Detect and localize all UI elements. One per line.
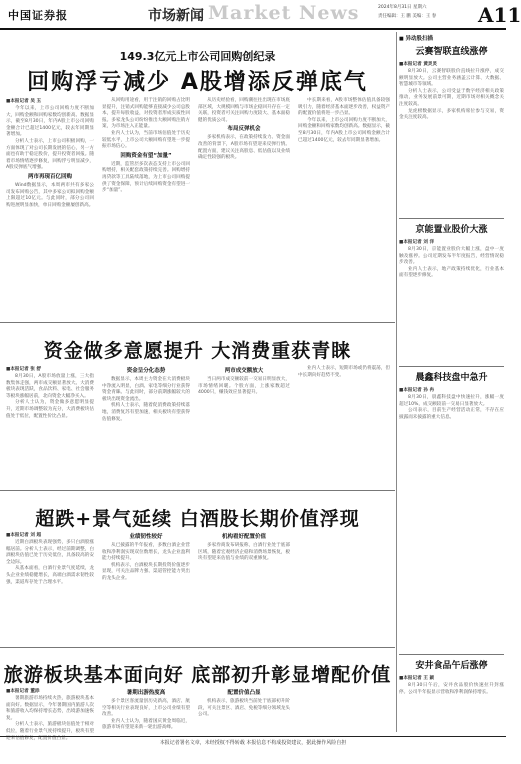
editor-credit: 责任编辑：王 鹏 美编：王 春 — [378, 14, 437, 19]
story1-kicker: 149.3亿元上市公司回购创纪录 — [119, 50, 276, 63]
story4-paragraph: 多个景区客流量创历史新高，酒店、航空等相关行业表现良好，上市公司业绩有望改善。 — [102, 699, 190, 718]
sidebar-story — [399, 34, 504, 214]
section-title-cn: 市场新闻 — [148, 8, 204, 24]
story3-col1 — [6, 532, 94, 642]
story2-paragraph: 数据显示，本周主力资金在大消费板块中净流入明显，白酒、家电等细分行业获得资金青睐。与此同时，部分前期涨幅较大的板块出现资金流出。 — [102, 377, 190, 402]
story4-paragraph: 分析人士表示，旅游板块估值处于相对低位，随着行业景气度持续提升，板块有望迎来估值修复，配置价值凸显。 — [6, 722, 94, 741]
story4-subhead: 配置价值凸显 — [227, 690, 261, 696]
story3-subhead: 机构看好配置价值 — [221, 534, 266, 540]
story4-col2 — [102, 688, 190, 764]
story2-subhead: 资金呈分化态势 — [126, 368, 166, 374]
section-title-en: Market News — [208, 2, 360, 24]
story3-paragraph: 从已披露的半年报看，多数白酒企业营收和净利润实现双位数增长，龙头企业盈利能力持续提升。 — [102, 543, 190, 562]
story3-paragraph: 从基本面看，白酒行业景气度延续，龙头企业业绩稳健增长，高端白酒需求韧性较强，渠道库存处于合理水平。 — [6, 566, 94, 585]
sidebar-story-title: 安井食品午后涨停 — [415, 661, 488, 671]
sidebar-story-title: 云赛智联直线涨停 — [415, 47, 488, 57]
sidebar-story-byline: ■本报记者 黄灵灵 — [399, 62, 438, 67]
story1-byline: ■本报记者 吴 玉 — [6, 99, 42, 104]
story1-paragraph: 多家机构表示，在政策持续发力、资金面改善的背景下，A股市场有望迎来反弹行情。配置方面，建议关注高股息、低估值以及业绩确定性较强的板块。 — [198, 135, 290, 161]
story1-paragraph: 业内人士认为，当前市场估值处于历史较低水平，上市公司大额回购有望进一步提振市场信心。 — [102, 130, 190, 150]
story2-paragraph: 当日两市成交额较前一交易日明显放大，市场情绪回暖。个股方面，上涨家数超过4000只，赚钱效应显著提升。 — [198, 377, 290, 396]
story3-col3 — [198, 532, 290, 642]
story1-paragraph: 近期，监管层多次表态支持上市公司回购增持，相关配套政策持续完善。回购增持再贷款等工具陆续落地，为上市公司回购提供了资金保障，预计后续回购资金有望进一步“加量”。 — [102, 161, 190, 194]
sidebar-story-paragraph: 8月30日，晨鑫科技盘中快速拉升，涨幅一度超过10%，成交额较前一交易日显著放大。 — [399, 395, 504, 407]
masthead — [0, 0, 521, 28]
story1-col2 — [102, 98, 190, 316]
sidebar-divider — [399, 218, 504, 219]
story2-byline: ■本报记者 张 舒 — [6, 367, 42, 372]
story4-byline: ■本报记者 董添 — [6, 689, 40, 694]
sidebar-story-paragraph: 8月30日，京能置业股价大幅上涨，盘中一度触及涨停。公司近期发布半年度报告，经营情况稳步改善。 — [399, 247, 504, 266]
story-divider — [0, 647, 395, 648]
sidebar-divider — [399, 654, 504, 655]
story2-col3 — [198, 366, 290, 484]
story4-paragraph: 机构表示，旅游板块当前处于底部初升阶段，可关注景区、酒店、免税等细分领域龙头公司。 — [198, 699, 290, 718]
column-divider — [396, 32, 397, 732]
sidebar-story-paragraph: 业内人士表示，地产政策持续优化，行业基本面有望逐步修复。 — [399, 266, 504, 279]
sidebar-story-paragraph: 公司表示，目前生产经营活动正常，不存在应披露而未披露的重大信息。 — [399, 408, 504, 420]
story2-subhead: 两市成交额放大 — [224, 368, 264, 374]
story-divider — [0, 490, 395, 491]
story2-paragraph: 机构人士表示，随着促消费政策持续落地，消费复苏有望加速，相关板块有望获得估值修复。 — [102, 403, 190, 422]
story-divider — [0, 322, 395, 323]
story1-paragraph: 从历史经验看，回购潮往往出现在市场底部区域，大规模回购与市场企稳回升存在一定关联，投资者可关注回购力度较大、基本面稳健的优质公司。 — [198, 98, 290, 123]
story1-paragraph: Wind数据显示，本周两市共有多家公司发布回购公告，其中多家公司拟回购金额上限超过10亿元。与此同时，部分公司回购进展明显加快，单日回购金额屡创新高。 — [6, 182, 94, 208]
sidebar-story — [399, 658, 504, 734]
story1-paragraph: 今年以来，上市公司回购力度不断加大，回购金额和回购家数均创新高。数据显示，截至8月30日，年内A股上市公司回购金额合计已超过1400亿元，较去年同期显著增加。 — [6, 106, 94, 138]
story4-paragraph: 暑期旅游市场持续火热，旅游板块基本面向好。数据显示，今年暑期国内旅游人次和旅游收入均保持增长态势，出境游加速恢复。 — [6, 696, 94, 721]
story1-subhead: 布局反弹机会 — [227, 126, 261, 133]
sidebar-story-paragraph: 分析人士表示，公司受益于数字经济相关政策推动，业务发展前景可期，近期市场对相关概念关注度较高。 — [399, 88, 504, 107]
story4-headline: 旅游板块基本面向好 底部初升彰显增配价值 — [3, 664, 392, 686]
story1-paragraph: 今年以来，上市公司回购力度不断加大，回购金额和回购家数均创新高。数据显示，截至8月30日，年内A股上市公司回购金额合计已超过1400亿元，较去年同期显著增加。 — [298, 117, 390, 143]
story1-col1 — [6, 98, 94, 316]
story2-col4 — [298, 366, 390, 484]
sidebar-section-label: ■ 异动股扫描 — [399, 34, 504, 44]
page-number: A11 — [478, 3, 521, 27]
story3-paragraph: 近期白酒板块表现强势，多只白酒股涨幅居前。分析人士表示，经过前期调整，白酒板块估值已处于历史低位，具备较高的安全边际。 — [6, 540, 94, 565]
sidebar-story-byline: ■本报记者 王 颖 — [399, 676, 435, 681]
sidebar-story-byline: ■本报记者 孙 冉 — [399, 388, 435, 393]
story2-col1 — [6, 366, 94, 484]
story1-paragraph: 从回购用途看，用于注销的回购占比明显提升，注销式回购能够直接减少公司总股本，提升每股收益，对投资者形成实质性回报。多家龙头公司纷纷推出大额回购注销方案，为市场注入正能量。 — [102, 98, 190, 130]
story3-paragraph: 机构表示，白酒板块长期投资价值逐步显现，可关注品牌力强、渠道管控能力突出的龙头企业。 — [102, 562, 190, 581]
story4-col1 — [6, 688, 94, 764]
story4-col3 — [198, 688, 290, 764]
sidebar-divider — [399, 366, 504, 367]
sidebar-story-paragraph: 8月30日，云赛智联股价直线拉升涨停，成交额明显放大。公司主营业务涵盖云计算、大数据、智慧城市等领域。 — [399, 69, 504, 88]
story2-col2 — [102, 366, 190, 484]
story1-subhead: 两市再现百亿回购 — [27, 173, 72, 180]
story4-paragraph: 业内人士认为，随着国庆黄金周临近，旅游市场有望迎来新一轮出游高峰。 — [102, 718, 190, 731]
story1-col3 — [198, 98, 290, 316]
story1-headline: 回购浮亏减少 A股增添反弹底气 — [27, 70, 368, 95]
story2-paragraph: 8月30日，A股市场放量上涨，三大指数集体走强，两市成交额显著放大。大消费板块表现活跃，食品饮料、家电、社会服务等板块涨幅居前，北向资金大幅净买入。 — [6, 374, 94, 399]
story3-col2 — [102, 532, 190, 642]
issue-date: 2024年8月31日 星期六 — [378, 5, 427, 10]
story1-col4 — [298, 98, 390, 316]
story3-byline: ■本报记者 刘 超 — [6, 533, 42, 538]
story2-paragraph: 分析人士认为，资金做多意愿明显提升，近期市场调整较为充分，大消费板块估值处于低位，配置性价比凸显。 — [6, 400, 94, 419]
sidebar-story — [399, 370, 504, 650]
story1-paragraph: 中长期来看，A股市场整体估值具备较强吸引力，随着经济基本面逐步改善，权益资产的配置价值将进一步凸显。 — [298, 98, 390, 117]
sidebar-story-paragraph: 龙虎榜数据显示，多家机构席位参与交易，资金关注度较高。 — [399, 108, 504, 121]
story4-subhead: 暑期出游热度高 — [126, 690, 166, 696]
story1-paragraph: 分析人士表示，上市公司积极回购，一方面体现了对公司长期发展的信心，另一方面也有助于稳定股价，提升投资者回报。随着市场情绪逐步修复，回购浮亏明显减少，A股反弹底气增强。 — [6, 138, 94, 171]
sidebar-story-byline: ■本报记者 刘 洋 — [399, 240, 435, 245]
story1-subhead: 回购资金有望“加量” — [120, 152, 172, 159]
sidebar-story-title: 晨鑫科技盘中急升 — [415, 373, 488, 383]
masthead-rule — [0, 28, 506, 30]
story2-headline: 资金做多意愿提升 大消费重获青睐 — [43, 340, 352, 362]
story2-paragraph: 业内人士表示，短期市场或仍将震荡，但中长期向好趋势不变。 — [298, 366, 390, 378]
sidebar-story — [399, 222, 504, 362]
sidebar — [399, 32, 504, 732]
page-footer: 本报记者署名文章，未经授权不得转载 本报信息不构成投资建议，据此操作风险自担 — [0, 736, 506, 750]
sidebar-story-title: 京能置业股价大涨 — [415, 225, 488, 235]
story3-paragraph: 多家券商发布研报称，白酒行业处于底部区域，随着宏观经济企稳和消费场景恢复，板块有望迎来估值与业绩的双重修复。 — [198, 543, 290, 562]
story3-subhead: 业绩韧性较好 — [129, 534, 163, 540]
story3-headline: 超跌+景气延续 白酒股长期价值浮现 — [35, 508, 360, 530]
newspaper-logo: 中国证券报 — [8, 9, 68, 22]
main-column — [0, 32, 395, 741]
sidebar-story-paragraph: 8月30日午后，安井食品股价快速拉升封涨停。公司半年报显示营收和净利润保持增长。 — [399, 683, 504, 695]
